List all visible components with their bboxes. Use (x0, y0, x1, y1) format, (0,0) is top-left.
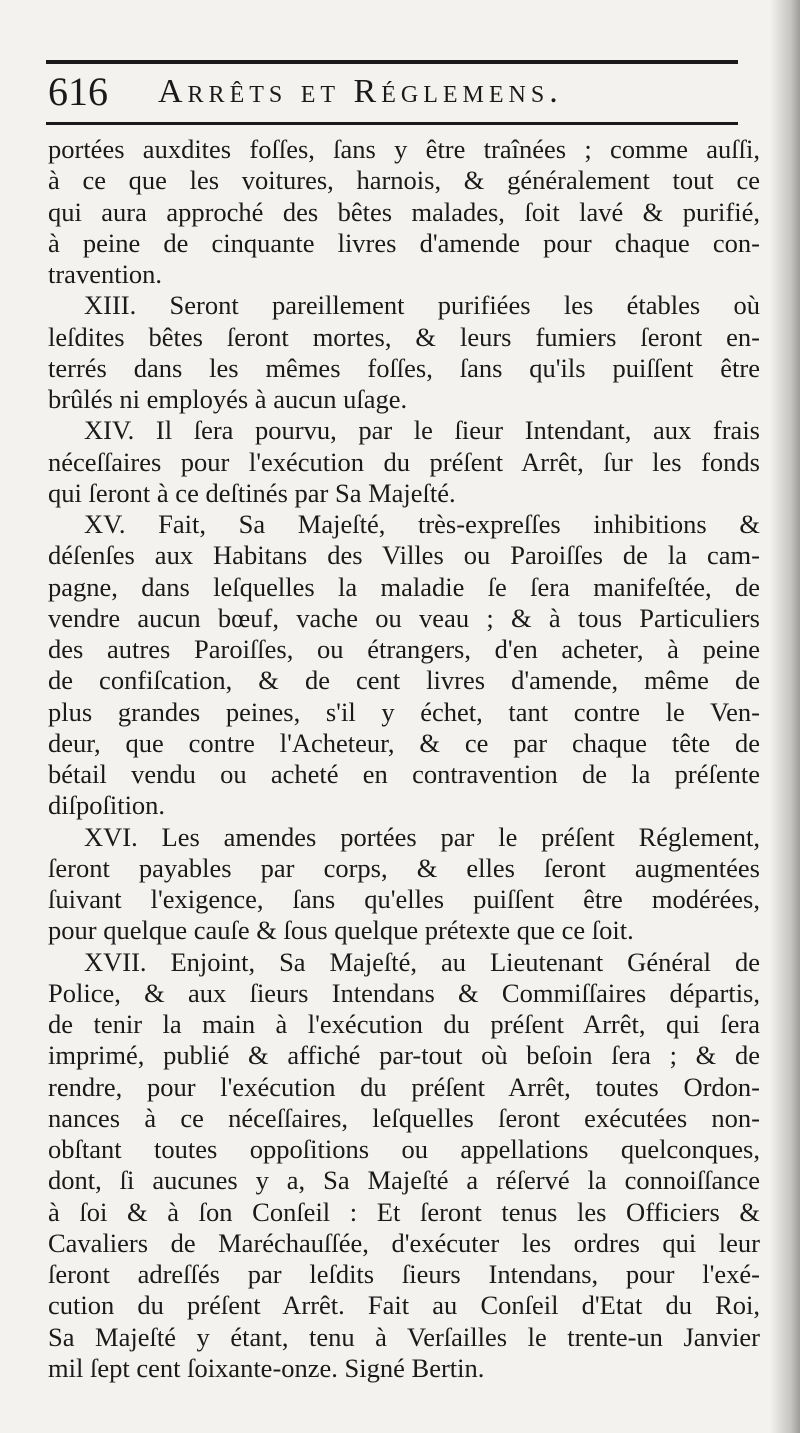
text-line: de tenir la main à l'exécution du préſent Arrêt, qui ſera (48, 1009, 760, 1039)
page-edge-shadow (770, 0, 800, 1433)
text-line: XV. Fait, Sa Majeſté, très-expreſſes inhibitions & (84, 509, 760, 539)
text-line: imprimé, publié & affiché par-tout où beſoin ſera ; & de (48, 1040, 760, 1071)
text-line: des autres Paroiſſes, ou étrangers, d'en acheter, à peine (48, 634, 760, 664)
text-line: cution du préſent Arrêt. Fait au Conſeil d'Etat du Roi, (48, 1290, 760, 1321)
text-line: à ſoi & à ſon Conſeil : Et ſeront tenus les Officiers & (48, 1196, 760, 1227)
text-line: pour quelque cauſe & ſous quelque prétexte que ce ſoit. (48, 915, 634, 946)
text-line: bétail vendu ou acheté en contravention de la préſente (48, 759, 760, 789)
text-line: dont, ſi aucunes y a, Sa Majeſté a réſervé la connoiſſance (48, 1165, 760, 1196)
text-line: leſdites bêtes ſeront mortes, & leurs fumiers ſeront en- (48, 321, 760, 352)
text-line: diſpoſition. (48, 790, 166, 821)
text-line: XIV. Il ſera pourvu, par le ſieur Intendant, aux frais (84, 415, 760, 446)
text-line: travention. (48, 259, 163, 289)
text-line: Sa Majeſté y étant, tenu à Verſailles le trente-un Janvier (48, 1321, 760, 1352)
text-line: pagne, dans leſquelles la maladie ſe ſera manifeſtée, de (48, 571, 760, 602)
text-line: nances à ce néceſſaires, leſquelles ſeront exécutées non- (48, 1102, 760, 1133)
text-line: portées auxdites foſſes, ſans y être traînées ; comme auſſi, (48, 134, 760, 164)
text-line: déſenſes aux Habitans des Villes ou Paroiſſes de la cam- (48, 540, 760, 571)
text-line: de confiſcation, & de cent livres d'amende, même de (48, 665, 760, 696)
text-line: à peine de cinquante livres d'amende pour chaque con- (48, 227, 760, 258)
text-line: rendre, pour l'exécution du préſent Arrêt, toutes Ordon- (48, 1071, 760, 1102)
page-header (46, 66, 738, 118)
text-line: Cavaliers de Maréchauſſée, d'exécuter les ordres qui leur (48, 1227, 760, 1258)
text-line: à ce que les voitures, harnois, & généralement tout ce (48, 165, 760, 196)
text-line: ſeront payables par corps, & elles ſeront augmentées (48, 852, 760, 883)
text-line: qui aura approché des bêtes malades, ſoit lavé & purifié, (48, 196, 760, 227)
text-line: mil ſept cent ſoixante-onze. Signé Bertin. (48, 1352, 485, 1383)
text-line: plus grandes peines, s'il y échet, tant contre le Ven- (48, 696, 760, 727)
text-line: ſeront adreſſés par leſdits ſieurs Intendans, pour l'exé- (48, 1259, 760, 1289)
text-line: vendre aucun bœuf, vache ou veau ; & à tous Particuliers (48, 602, 760, 633)
text-line: ſuivant l'exigence, ſans qu'elles puiſſent être modérées, (48, 884, 760, 914)
text-line: XIII. Seront pareillement purifiées les étables où (84, 290, 760, 321)
text-line: terrés dans les mêmes foſſes, ſans qu'ils puiſſent être (48, 352, 760, 383)
page-number: 616 (48, 69, 108, 114)
text-line: néceſſaires pour l'exécution du préſent Arrêt, ſur les fonds (48, 446, 760, 477)
text-line: qui ſeront à ce deſtinés par Sa Majeſté. (48, 477, 456, 508)
running-title: Arrêts et Réglemens. (158, 73, 563, 110)
header-top-rule (46, 60, 738, 64)
text-line: XVI. Les amendes portées par le préſent Réglement, (84, 821, 760, 852)
text-line: obſtant toutes oppoſitions ou appellations quelconques, (48, 1134, 760, 1164)
text-line: deur, que contre l'Acheteur, & ce par chaque tête de (48, 727, 760, 758)
text-line: Police, & aux ſieurs Intendans & Commiſſaires départis, (48, 977, 760, 1008)
body-text (48, 134, 760, 1384)
text-line: XVII. Enjoint, Sa Majeſté, au Lieutenant Général de (84, 946, 760, 977)
header-bottom-rule (46, 122, 738, 125)
text-line: brûlés ni employés à aucun uſage. (48, 384, 408, 414)
